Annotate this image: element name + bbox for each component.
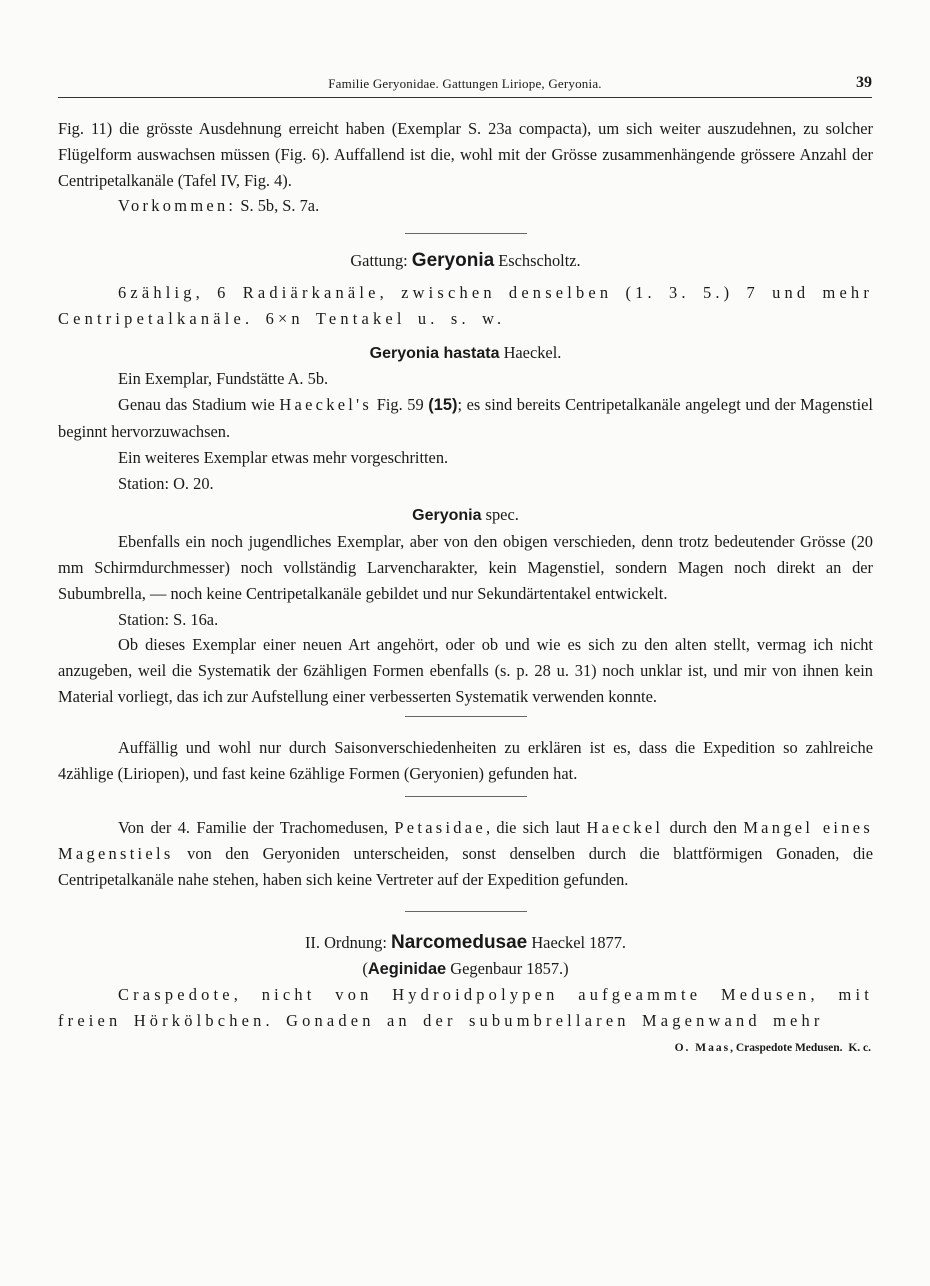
paragraph-spec-1: Ebenfalls ein noch jugendliches Exemplar, aber von den obigen verschieden, denn trotz bedeutender Grösse (20 mm Schirmdurchmesser) noch vollständig Larvencharakter, kein Magenstiel, sondern Magen noch direkt an der Subumbrella, — noch keine Centripetalkanäle gebildet und nur Sekundärtentakel entwickelt. bbox=[58, 532, 873, 603]
paragraph-spec-3: Ob dieses Exemplar einer neuen Art angehört, oder ob und wie es sich zu den alten stellt, vermag ich nicht anzugeben, weil die Systematik der 6zähligen Formen ebenfalls (s. p. 28 u. 31) noch unklar ist, und mir von ihnen kein Material vorliegt, das ich zur Aufstellung einer verbesserten Systematik verwenden konnte. bbox=[58, 635, 873, 706]
species-author-hastata: Haeckel. bbox=[499, 342, 562, 362]
page-footer bbox=[58, 1036, 873, 1062]
paragraph-vorkommen bbox=[58, 193, 873, 219]
paragraph-hastata-1: Ein Exemplar, Fundstätte A. 5b. bbox=[118, 369, 329, 389]
paragraph-petasidae bbox=[58, 815, 873, 892]
genus-prefix: Gattung: bbox=[350, 251, 412, 271]
paragraph-hastata-3: Ein weiteres Exemplar etwas mehr vorgeschritten. bbox=[118, 447, 449, 467]
species-name-spec: Geryonia bbox=[412, 507, 482, 525]
family-name: Petasidae bbox=[394, 818, 486, 838]
page-number: 39 bbox=[856, 74, 872, 91]
genus-heading bbox=[58, 248, 873, 274]
genus-diagnosis: 6zählig, 6 Radiärkanäle, zwischen denselben (1. 3. 5.) 7 und mehr Centripetalkanäle. 6×n Tentakel u. s. w. bbox=[58, 282, 873, 328]
text-run: Fig. 59 bbox=[372, 395, 429, 415]
footer-author: O. Maas bbox=[674, 1041, 731, 1054]
paragraph-hastata-2 bbox=[58, 392, 873, 445]
text-run: Genau das Stadium wie bbox=[118, 395, 280, 415]
emphasis: Mangel eines Magenstiels bbox=[58, 818, 874, 864]
family-name-aeginidae: Aeginidae bbox=[367, 959, 447, 978]
species-heading-spec bbox=[58, 502, 873, 529]
order-prefix: II. Ordnung: bbox=[304, 932, 392, 952]
section-divider bbox=[405, 716, 527, 717]
species-author-spec: spec. bbox=[481, 505, 519, 525]
author-reference: Haeckel's bbox=[279, 395, 373, 415]
order-diagnosis: Craspedote, nicht von Hydroidpolypen aufgeammte Medusen, mit freien Hörkölbchen. Gonaden an der subumbrellaren Magenwand mehr bbox=[58, 985, 873, 1031]
paragraph-intro: Fig. 11) die grösste Ausdehnung erreicht haben (Exemplar S. 23a compacta), um sich weiter auszudehnen, zu solcher Flügelform auswachsen müssen (Fig. 6). Auffallend ist die, wohl mit der Grösse zusammenhängende grössere Anzahl der Centripetalkanäle (Tafel IV, Fig. 4). bbox=[58, 119, 873, 190]
paragraph-spec-2: Station: S. 16a. bbox=[118, 609, 219, 629]
text-run: von den Geryoniden unterscheiden, sonst denselben durch die blattförmigen Gonaden, die Centripetalkanäle nahe stehen, haben sich keine Vertreter auf der Expedition gefunden. bbox=[58, 844, 873, 889]
section-divider bbox=[405, 911, 527, 912]
text-run: Von der 4. Familie der Trachomedusen, bbox=[118, 818, 395, 838]
section-divider bbox=[405, 233, 527, 234]
paren: ( bbox=[362, 958, 368, 978]
family-author: Gegenbaur 1857.) bbox=[446, 958, 569, 978]
section-divider bbox=[405, 796, 527, 797]
running-header bbox=[58, 76, 872, 98]
order-name: Narcomedusae bbox=[391, 931, 528, 953]
running-title: Familie Geryonidae. Gattungen Liriope, Geryonia. bbox=[328, 76, 602, 91]
paragraph-hastata-4: Station: O. 20. bbox=[118, 473, 214, 493]
genus-author: Eschscholtz. bbox=[494, 251, 581, 271]
order-heading bbox=[58, 930, 873, 956]
vorkommen-label: Vorkommen: bbox=[118, 196, 237, 216]
text-run: durch den bbox=[663, 818, 744, 838]
species-name-hastata: Geryonia hastata bbox=[369, 344, 500, 362]
main-text bbox=[58, 116, 873, 1062]
footer-title: , Craspedote Medusen. bbox=[730, 1041, 843, 1054]
order-author: Haeckel 1877. bbox=[527, 932, 627, 952]
signature-mark: K. c. bbox=[848, 1041, 871, 1054]
vorkommen-value: S. 5b, S. 7a. bbox=[236, 196, 320, 216]
genus-name: Geryonia bbox=[411, 250, 495, 272]
header-rule bbox=[58, 97, 872, 98]
figure-reference: (15) bbox=[428, 396, 458, 415]
family-heading bbox=[58, 956, 873, 983]
author-reference: Haeckel bbox=[586, 818, 664, 838]
text-run: ; es sind bereits Centripetalkanäle angelegt und der Magenstiel beginnt hervorzuwachsen. bbox=[58, 395, 873, 441]
paragraph-remark: Auffällig und wohl nur durch Saisonverschiedenheiten zu erklären ist es, dass die Expedition so zahlreiche 4zählige (Liriopen), und fast keine 6zählige Formen (Geryonien) gefunden hat. bbox=[58, 737, 873, 783]
species-heading-hastata bbox=[58, 340, 873, 367]
text-run: , die sich laut bbox=[485, 818, 587, 838]
